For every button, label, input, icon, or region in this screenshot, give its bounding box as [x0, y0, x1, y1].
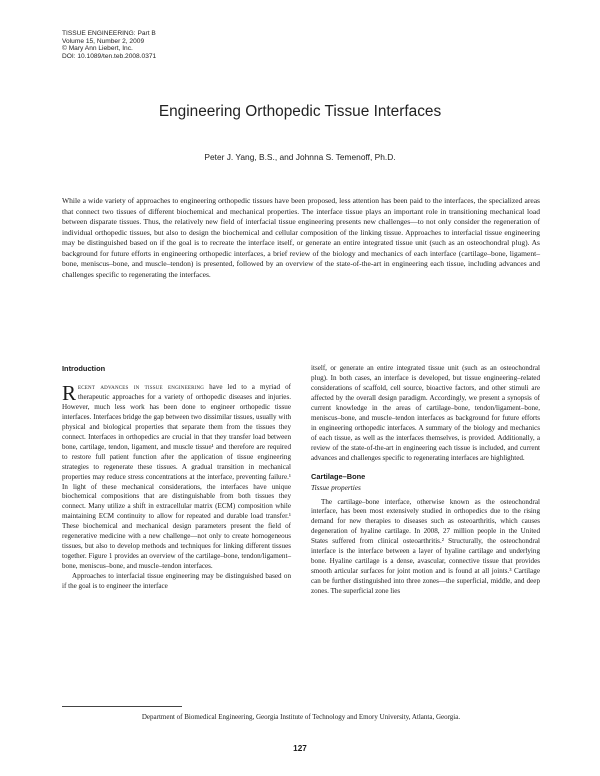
intro-smallcaps-lead: ecent advances in tissue engineering — [78, 383, 205, 391]
drop-cap: R — [62, 381, 77, 405]
introduction-paragraph-1 — [62, 383, 291, 572]
article-title: Engineering Orthopedic Tissue Interfaces — [158, 103, 442, 120]
intro-paragraph-1-text: have led to a myriad of therapeutic approaches for a variety of orthopedic diseases and injuries. However, much less work has been done to engineer orthopedic tissue interfaces. Interfaces bridge the gap between two dissimilar tissues, usually with physical and biological properties that separate them from the tissues they connect. Interfaces in orthopedics are crucial in that they transfer load between bone, cartilage, tendon, ligament, and muscle tissue¹ and therefore are required to restore full patient function after the application of tissue engineering strategies to regenerate these tissues. A gradual transition in mechanical properties may reduce stress concentrations at the interface, preventing failure.¹ In light of these mechanical considerations, the interfaces have unique biochemical compositions that are distinguishable from both tissues they connect. Many utilize a shift in extracellular matrix (ECM) composition while maintaining ECM continuity to allow for repeated and durable load transfer.¹ These biochemical and mechanical design parameters present the field of regenerative medicine with a new challenge—not only to create homogeneous tissues, but also to develop methods and techniques for linking different tissues together. Figure 1 provides an overview of the cartilage–bone, tendon/ligament–bone, meniscus–bone, and muscle–tendon interfaces. — [62, 383, 291, 571]
introduction-paragraph-2-continued: itself, or generate an entire integrated tissue unit (such as an osteochondral plug). In both cases, an interface is developed, but tissue engineering–related considerations of scaffold, cell source, bioactive factors, and other stimuli are affected by the overall design paradigm. Accordingly, we present a synopsis of current knowledge in the areas of cartilage–bone, tendon/ligament–bone, meniscus–bone, and muscle–tendon interfaces as background for future efforts in engineering orthopedic interfaces. A summary of the biology and mechanics of each tissue, as well as the interfaces themselves, is provided. Additionally, a review of the state-of-the-art in engineering each tissue is included, and current advances and challenges specific to regenerating interfaces are highlighted. — [311, 364, 540, 462]
footnote-rule — [62, 706, 182, 707]
journal-volume: Volume 15, Number 2, 2009 — [62, 37, 145, 45]
introduction-paragraph-2: Approaches to interfacial tissue engineering may be distinguished based on if the goal is to engineer the interface — [62, 572, 291, 591]
right-column — [311, 364, 540, 597]
left-column — [62, 364, 291, 592]
article-authors: Peter J. Yang, B.S., and Johnna S. Temenoff, Ph.D. — [204, 152, 396, 162]
affiliation-footnote: Department of Biomedical Engineering, Georgia Institute of Technology and Emory University, Atlanta, Georgia. — [141, 713, 461, 721]
abstract: While a wide variety of approaches to engineering orthopedic tissues have been proposed, less attention has been paid to the interfaces, the specialized areas that connect two tissues of different biochemical and mechanical properties. The interface tissue plays an important role in transitioning mechanical load between disparate tissues. Thus, the relatively new field of interfacial tissue engineering presents new challenges—to not only consider the regeneration of individual orthopedic tissues, but also to design the biochemical and cellular composition of the linking tissue. Approaches to interfacial tissue engineering may be distinguished based on if the goal is to recreate the interface itself, or generate an entire integrated tissue unit (such as an osteochondral plug). As background for future efforts in engineering orthopedic interfaces, a brief review of the biology and mechanics of each interface (cartilage–bone, ligament–bone, meniscus–bone, and muscle–tendon) is presented, followed by an overview of the state-of-the-art in engineering each tissue, including advances and challenges specific to regenerating the interfaces. — [62, 196, 540, 279]
introduction-heading: Introduction — [62, 364, 106, 373]
cartilage-bone-paragraph: The cartilage–bone interface, otherwise known as the osteochondral interface, has been most extensively studied in orthopedics due to the rising demand for new therapies to diseases such as osteoarthritis, which causes degeneration of hyaline cartilage. In 2008, 27 million people in the United States suffered from clinical osteoarthritis.² Structurally, the osteochondral interface is the interface between a layer of hyaline cartilage and underlying bone. Hyaline cartilage is a dense, avascular, connective tissue that provides smooth articular surfaces for joint motion and is found at all joints.³ Cartilage can be further distinguished into three zones—the superficial, middle, and deep zones. The superficial zone lies — [311, 497, 540, 596]
page-number: 127 — [293, 744, 307, 753]
journal-copyright: © Mary Ann Liebert, Inc. — [62, 45, 133, 53]
journal-info — [62, 30, 156, 60]
cartilage-bone-heading: Cartilage–Bone — [311, 471, 366, 481]
journal-doi: DOI: 10.1089/ten.teb.2008.0371 — [62, 52, 157, 60]
journal-name: TISSUE ENGINEERING: Part B — [62, 30, 156, 37]
tissue-properties-subheading: Tissue properties — [311, 482, 361, 492]
